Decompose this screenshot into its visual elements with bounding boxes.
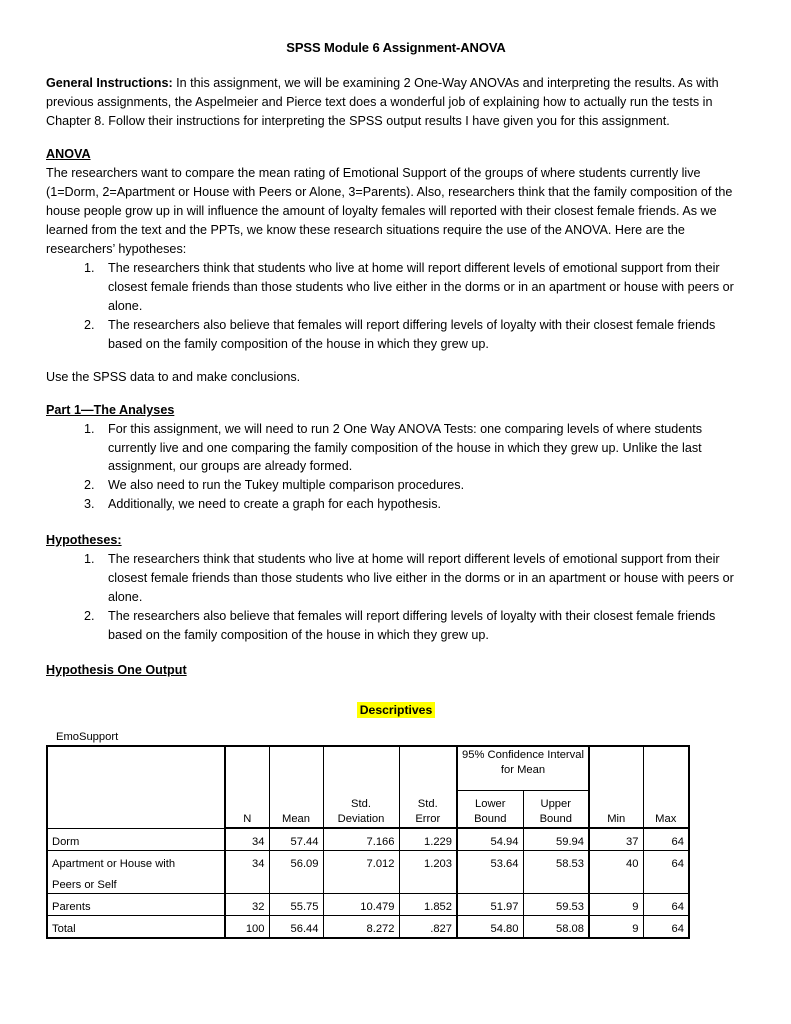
cell-std-deviation: 7.166: [323, 828, 399, 851]
cell-n: 34: [225, 828, 269, 851]
cell-mean: 57.44: [269, 828, 323, 851]
cell-std-error: 1.852: [399, 894, 457, 916]
header-cell-ci-line2: for Mean: [500, 763, 546, 776]
cell-lower-bound: 51.97: [457, 894, 523, 916]
header-cell-upper-bound-line1: Upper: [540, 798, 571, 811]
descriptives-table: [46, 745, 690, 939]
table-row-continuation: [47, 872, 689, 894]
table-row: [47, 894, 689, 916]
cell-upper-bound: 59.53: [523, 894, 589, 916]
cell-max: 64: [643, 828, 689, 851]
header-cell-min: Min: [589, 746, 643, 828]
header-cell-lower-bound-line1: Lower: [475, 798, 506, 811]
cell-std-deviation: 8.272: [323, 916, 399, 939]
list-item: 2. The researchers also believe that females will report differing levels of loyalty with their closest female friends based on the family composition of the house in which they grew up.: [98, 316, 746, 354]
cell-upper-bound: 59.94: [523, 828, 589, 851]
cell-group-label: Parents: [47, 894, 225, 916]
list-item: 3. Additionally, we need to create a graph for each hypothesis.: [98, 495, 746, 514]
cell-n: 34: [225, 851, 269, 873]
cell-group-label: Apartment or House with: [47, 851, 225, 873]
cell-min: 40: [589, 851, 643, 873]
general-instructions-label: General Instructions:: [46, 76, 173, 91]
header-cell-std-deviation: [323, 746, 399, 828]
general-instructions-body: In this assignment, we will be examining 2 One-Way ANOVAs and interpreting the results. As with previous assignments, the Aspelmeier and Pierce text does a wonderful job of explaining how to actually run the tests in Chapter 8. Follow their instructions for interpreting the SPSS output results I have given you for this assignment.: [46, 76, 719, 129]
document-content: [46, 40, 746, 939]
anova-hypothesis-list: [46, 259, 746, 353]
hypothesis-one-output-heading: Hypothesis One Output: [46, 663, 187, 678]
cell-std-error-empty: [399, 872, 457, 894]
header-cell-upper-bound-line2: Bound: [539, 812, 572, 825]
cell-min: 9: [589, 916, 643, 939]
anova-closing: Use the SPSS data to and make conclusions.: [46, 369, 301, 384]
cell-lower-bound: 54.94: [457, 828, 523, 851]
header-cell-std-deviation-line1: Std.: [351, 798, 371, 811]
cell-group-label-line2: Peers or Self: [47, 872, 225, 894]
hypotheses-list: [46, 550, 746, 644]
part-one-list: [46, 420, 746, 514]
general-instructions-paragraph: [46, 74, 746, 131]
header-cell-blank: [47, 746, 225, 828]
header-cell-upper-bound: [523, 791, 589, 829]
part-one-heading: Part 1—The Analyses: [46, 402, 175, 417]
header-cell-confidence-interval: [457, 746, 589, 791]
cell-lower-bound: 54.80: [457, 916, 523, 939]
page-title: SPSS Module 6 Assignment-ANOVA: [286, 40, 506, 55]
cell-lower-bound-empty: [457, 872, 523, 894]
header-cell-lower-bound-line2: Bound: [474, 812, 507, 825]
descriptives-table-head: [47, 746, 689, 828]
list-item: 1. For this assignment, we will need to run 2 One Way ANOVA Tests: one comparing levels of where students currently live and one comparing the family composition of the house in which they grew up. Unlike the last assignment, our groups are already formed.: [98, 420, 746, 477]
table-header-row-1: [47, 746, 689, 791]
cell-min: 9: [589, 894, 643, 916]
cell-min-empty: [589, 872, 643, 894]
cell-min: 37: [589, 828, 643, 851]
cell-mean: 56.09: [269, 851, 323, 873]
cell-max: 64: [643, 916, 689, 939]
hypotheses-heading: Hypotheses:: [46, 533, 122, 548]
cell-mean: 56.44: [269, 916, 323, 939]
cell-max: 64: [643, 894, 689, 916]
header-cell-mean: Mean: [269, 746, 323, 828]
table-row: [47, 851, 689, 873]
cell-std-deviation: 7.012: [323, 851, 399, 873]
table-row: [47, 828, 689, 851]
cell-upper-bound: 58.08: [523, 916, 589, 939]
header-cell-std-error: [399, 746, 457, 828]
cell-max: 64: [643, 851, 689, 873]
cell-std-error: 1.203: [399, 851, 457, 873]
list-item: 1. The researchers think that students who live at home will report different levels of emotional support from their closest female friends than those students who live either in the dorms or in an apartment or house with peers or alone.: [98, 259, 746, 316]
header-cell-std-error-line1: Std.: [417, 798, 438, 811]
descriptives-caption-text: Descriptives: [357, 702, 436, 718]
header-cell-max: Max: [643, 746, 689, 828]
cell-n: 100: [225, 916, 269, 939]
cell-std-error: 1.229: [399, 828, 457, 851]
table-row: [47, 916, 689, 939]
list-item: 2. The researchers also believe that females will report differing levels of loyalty with their closest female friends based on the family composition of the house in which they grew up.: [98, 607, 746, 645]
list-item: 2. We also need to run the Tukey multiple comparison procedures.: [98, 476, 746, 495]
cell-group-label: Total: [47, 916, 225, 939]
cell-mean: 55.75: [269, 894, 323, 916]
cell-max-empty: [643, 872, 689, 894]
header-cell-std-deviation-line2: Deviation: [337, 812, 385, 825]
anova-heading: ANOVA: [46, 147, 91, 162]
list-item: 1. The researchers think that students who live at home will report different levels of emotional support from their closest female friends than those students who live either in the dorms or in an apartment or house with peers or alone.: [98, 550, 746, 607]
cell-n: 32: [225, 894, 269, 916]
anova-body: The researchers want to compare the mean rating of Emotional Support of the groups of where students currently live (1=Dorm, 2=Apartment or House with Peers or Alone, 3=Parents). Also, researchers think that the family composition of the house people grow up in will influence the amount of loyalty females will reported with their closest female friends. As we learned from the text and the PPTs, we know these research situations require the use of the ANOVA. Here are the researchers’ hypotheses:: [46, 166, 733, 257]
cell-std-deviation: 10.479: [323, 894, 399, 916]
cell-n-empty: [225, 872, 269, 894]
header-cell-std-error-line2: Error: [415, 812, 441, 825]
cell-upper-bound: 58.53: [523, 851, 589, 873]
descriptives-variable-name: EmoSupport: [56, 731, 119, 744]
cell-std-deviation-empty: [323, 872, 399, 894]
cell-upper-bound-empty: [523, 872, 589, 894]
descriptives-caption: [46, 702, 746, 719]
header-cell-lower-bound: [457, 791, 523, 829]
header-cell-ci-line1: 95% Confidence Interval: [462, 749, 584, 762]
descriptives-table-body: [47, 828, 689, 938]
cell-std-error: .827: [399, 916, 457, 939]
header-cell-n: N: [225, 746, 269, 828]
cell-lower-bound: 53.64: [457, 851, 523, 873]
cell-group-label: Dorm: [47, 828, 225, 851]
cell-mean-empty: [269, 872, 323, 894]
